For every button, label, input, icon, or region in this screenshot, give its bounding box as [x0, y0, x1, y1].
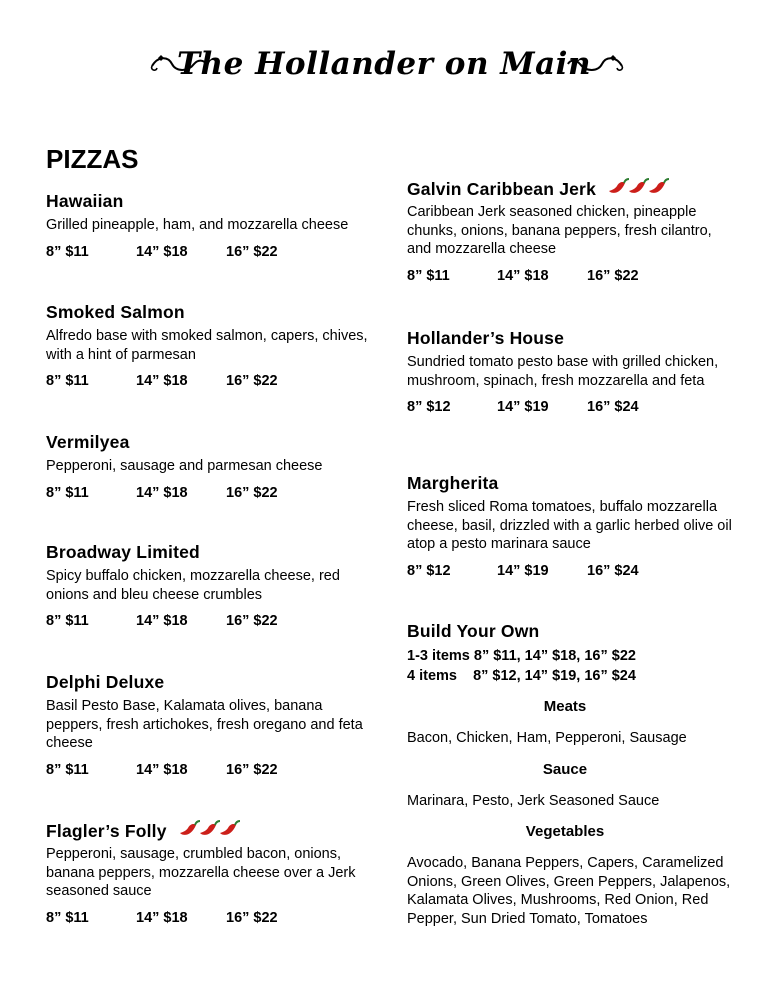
meats-list: Bacon, Chicken, Ham, Pepperoni, Sausage: [407, 730, 687, 746]
price-14in: 14” $18: [136, 761, 188, 778]
vegetables-heading: Vegetables: [525, 823, 605, 840]
price-16in: 16” $22: [226, 373, 278, 389]
menu-item: [407, 327, 737, 419]
menu-item: [46, 671, 376, 782]
sauce-heading: Sauce: [542, 760, 588, 778]
price-14in: 14” $19: [497, 399, 549, 415]
restaurant-title: The Hollander on Main: [176, 46, 591, 82]
item-description: Grilled pineapple, ham, and mozzarella cheese: [46, 217, 349, 233]
vegetables-list: Avocado, Banana Peppers, Capers, Caramelized Onions, Green Olives, Green Peppers, Jalapenos, Kalamata Olives, Mushrooms, Red Onion, Red Pepper, Sun Dried Tomato, Tomatoes: [407, 855, 731, 927]
item-description: Sundried tomato pesto base with grilled chicken, mushroom, spinach, fresh mozzarella and feta: [407, 354, 719, 389]
price-14in: 14” $18: [136, 613, 188, 629]
price-8in: 8” $12: [407, 562, 451, 579]
price-row: [46, 373, 376, 393]
price-14in: 14” $18: [136, 484, 188, 501]
menu-item: [407, 472, 737, 583]
price-8in: 8” $11: [46, 613, 89, 629]
price-row: [407, 268, 737, 288]
price-14in: 14” $18: [136, 373, 188, 389]
price-8in: 8” $11: [46, 761, 89, 778]
byo-title: Build Your Own: [407, 621, 540, 641]
item-description: Caribbean Jerk seasoned chicken, pineapple chunks, onions, banana peppers, fresh cilantro, and mozzarella cheese: [407, 204, 712, 257]
price-row: [46, 485, 376, 505]
chili-pepper-icon: [178, 819, 240, 839]
price-8in: 8” $11: [46, 243, 89, 260]
price-8in: 8” $12: [407, 399, 451, 415]
price-8in: 8” $11: [46, 484, 89, 501]
price-14in: 14” $19: [497, 562, 549, 579]
byo-price-line: 1-3 items 8” $11, 14” $18, 16” $22: [407, 648, 636, 664]
price-row: [407, 399, 737, 419]
price-14in: 14” $18: [136, 243, 188, 260]
price-16in: 16” $22: [587, 267, 639, 284]
price-row: [46, 910, 376, 930]
price-16in: 16” $22: [226, 613, 278, 629]
item-description: Alfredo base with smoked salmon, capers, chives, with a hint of parmesan: [46, 328, 368, 363]
price-16in: 16” $24: [587, 562, 639, 579]
menu-item: [46, 819, 376, 930]
price-8in: 8” $11: [46, 909, 89, 926]
item-description: Pepperoni, sausage and parmesan cheese: [46, 458, 323, 474]
item-name-row: [46, 819, 376, 845]
section-title: PIZZAS: [46, 144, 139, 174]
price-8in: 8” $11: [46, 373, 89, 389]
price-14in: 14” $18: [497, 267, 549, 284]
item-name: Galvin Caribbean Jerk: [407, 179, 597, 199]
item-description: Spicy buffalo chicken, mozzarella cheese, red onions and bleu cheese crumbles: [46, 568, 340, 603]
price-8in: 8” $11: [407, 267, 450, 284]
price-16in: 16” $22: [226, 484, 278, 501]
price-16in: 16” $22: [226, 761, 278, 778]
menu-item: [46, 431, 376, 505]
item-name-row: [407, 177, 737, 203]
price-row: [46, 613, 376, 633]
price-16in: 16” $22: [226, 243, 278, 260]
item-description: Pepperoni, sausage, crumbled bacon, onions, banana peppers, mozzarella cheese over a Jerk seasoned sauce: [46, 846, 356, 899]
meats-heading: Meats: [543, 698, 587, 715]
item-name: Smoked Salmon: [46, 302, 185, 322]
menu-item: [46, 190, 376, 264]
item-description: Fresh sliced Roma tomatoes, buffalo mozzarella cheese, basil, drizzled with a garlic herbed olive oil atop a pesto marinara sauce: [407, 499, 732, 552]
menu-item: [46, 301, 376, 393]
item-name: Delphi Deluxe: [46, 672, 165, 692]
price-row: [407, 563, 737, 583]
item-name: Vermilyea: [46, 432, 130, 452]
item-name: Flagler’s Folly: [46, 821, 167, 841]
menu-item: [407, 177, 737, 288]
menu-item: [46, 541, 376, 633]
price-row: [46, 762, 376, 782]
price-16in: 16” $22: [226, 909, 278, 926]
sauce-list: Marinara, Pesto, Jerk Seasoned Sauce: [407, 792, 660, 809]
price-row: [46, 244, 376, 264]
build-your-own: [407, 620, 737, 928]
price-14in: 14” $18: [136, 909, 188, 926]
flourish-right-icon: [566, 50, 626, 80]
item-name: Hollander’s House: [407, 328, 565, 348]
item-name: Broadway Limited: [46, 542, 200, 562]
item-name: Margherita: [407, 473, 499, 493]
price-16in: 16” $24: [587, 399, 639, 415]
item-description: Basil Pesto Base, Kalamata olives, banana peppers, fresh artichokes, fresh oregano and feta cheese: [46, 698, 363, 751]
menu-header: [0, 40, 768, 100]
byo-price-line: 4 items 8” $12, 14” $19, 16” $24: [407, 668, 636, 684]
chili-pepper-icon: [607, 177, 669, 197]
item-name: Hawaiian: [46, 191, 124, 211]
